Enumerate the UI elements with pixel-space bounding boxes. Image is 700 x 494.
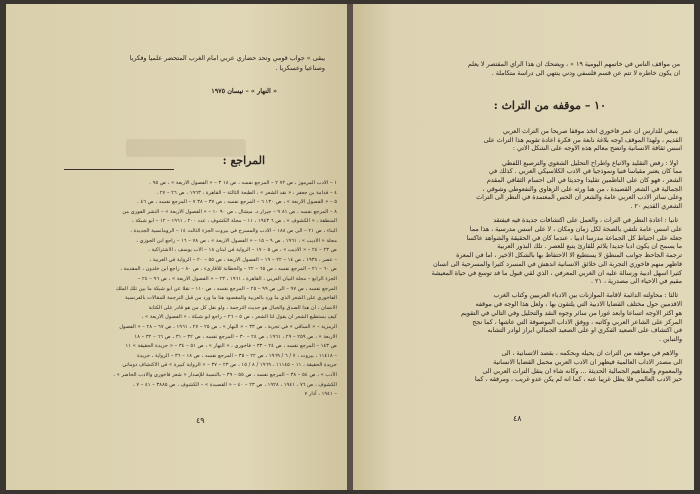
- paragraph-line: هو اكثر الاوجه اتساعا وابعد غورا من سائر وجوه النقد والتحليل وفي التالي في التقويم: [460, 309, 682, 317]
- reference-line: ص ١٤٣ – المرجع نفسه ، ص ٢٤ – ٣٣ – فاخوري ، « النهار » ، ص ٥١ – ٣٤ – « جريدة الحقيقة » ١١: [125, 343, 337, 350]
- page-number: ٤٨: [513, 414, 522, 423]
- paragraph-line: الى مصدر الاداب العالمية فيظهر ان الادب العربي محمل القضايا الانسانية: [493, 358, 682, 366]
- references-title: المراجع :: [222, 154, 265, 167]
- reference-line: الانسان ، ان هذا الصدق والخيال هو حديث الترجمة ، ولو نقل كل من هو قادر على الكتابة: [148, 304, 337, 311]
- reference-line: الكشوف ، ص ٧٦ ، ١٩٤١ ، ١٩٢٨ ، ص ٢٣ – ٤٠ – « القصيدة » – الكشوف ، ص ٣٨٨٥ – ٤١ – ٧ ،: [132, 381, 337, 388]
- paragraph-line: الاقدمين حول مختلف القضايا الادبية التي يلتقون بها ، ولعل هذا الوجه في موقفه: [475, 301, 682, 309]
- top-line: ان يكون خاطره لا تتم عن قسم فلسفي ودني ينتهي الى دراسة متكاملة .: [491, 70, 680, 77]
- paragraph-line: والاهم في موقفه من التراث ان يحيله وبحكمه ، بقصد الاتسانية ، الى: [501, 350, 678, 358]
- reference-line: ٨ – المرجع نفسه ، ص ٨١ ٩ – جيرار د. ميشال ، ص ٩٠ ١٠ – « الفصول الاربعة » – النشر الفوري من: [122, 208, 337, 215]
- paragraph-line: ثانيا : اعادة النظر في التراث ، والعمل على اكتشافات جديدة فيه فيفتقد: [493, 217, 678, 225]
- paragraph-line: الشعر ، فهو كان على الناظمين تقليدا وحديثا في الى احسام الثقافي المقدم: [486, 177, 682, 184]
- reference-line: الأدب » ، ص ٥٤ – ٣٨ – المرجع نفسه ، ص ٥٥ – ٣٩ – بالنسبة للإصدار « شعر فاخوري والادب الحاضر » ،: [113, 372, 337, 378]
- paragraph-line: والتباين .: [659, 335, 682, 343]
- title-underline: [64, 169, 174, 170]
- paragraph-line: حيز الادب العالمي فلا يظل غريبا عنه ، كما انه لم يكن عدو غريب ، ومرفقه ، كما: [474, 376, 682, 384]
- reference-line: الجزء الرابع – مجلة البيان العربي ، القاهرة ، ١٩٦١ ، ٢٣ – « الفصول الاربعة » ، ص ٩٦ – ٢٤ –: [137, 276, 337, 282]
- paragraph-line: وعلى سائر الأدب العربي عامة والشعر ان الحس المعتمدة في النظر الى التراث: [476, 194, 682, 202]
- paragraph-line: مما كان يعتبر مقياسا فنيا ونموذجيا في الادب الكلاسيكي العربي . كذلك في: [488, 168, 682, 176]
- paragraph-line: والمعموم والمفاهيم الجمالية الحديثة ... وكانه شاء ان ينقل التراث العربي الى: [482, 367, 682, 375]
- paragraph-line: جعله على احتياط كل الجماعة مدرسا ادبيا ، عندما كان في الحقيقة والشواهد عاكسا: [466, 234, 682, 242]
- paragraph-line: المركز على الشاعر العربي وكاتبه ، ووفق الآداب الموصوفة التي عاشها ، كما نجح: [472, 318, 682, 326]
- paragraph-line: كثيرا أسهل أدبية ورسالة عليه ان الغربي المعرفي ، الذي لقي قبول ما قد توسع في حياة المعيشة: [431, 269, 682, 277]
- attribution: « النهار » – نيسان ١٩٧٥: [211, 87, 277, 95]
- paragraph-line: مقيم في الاحياء الى مصدرية ، ٢١ .: [591, 278, 682, 286]
- reference-line: المرجع نفسه ، ص ٩٧ – الى ص ٩٩ – ٢٥ – المرجع نفسه ، ص ١١٠ – نقلا عن ابو شبكة ما بين تلك الملك: [115, 285, 337, 292]
- paragraph-line: ينبغي للدارس ان عمر فاخوري اتخذ موقفا صريحا من التراث العربي: [502, 128, 678, 135]
- paragraph-line: الشعري القديم ٢٠ .: [630, 203, 682, 211]
- paragraph-line: أولا : رفض التقليد والاتباع واطراح التحليل الشغوي والترصيع اللفظي: [501, 159, 678, 167]
- intro-line: وصناعيا وعسكريا .: [275, 64, 325, 72]
- reference-line: الاربعة » ، ص ٢٥٩ – ٢٩ ، ١٩٦١ ، ص ٢٤ – ٣٠ – المرجع نفسه ، ص ٣٢ – ٣١ ، ص ٦٦ – ٣٢ – ١٨: [134, 333, 337, 340]
- page-number: ٤٩: [196, 416, 205, 425]
- paragraph-line: الجمالية في الشعر القصيدة ، من هنا ورثه على الزهاوي والنفعوطي وشوقي ،: [482, 185, 682, 193]
- right-page: [353, 4, 694, 490]
- reference-line: ١ – الادب المرموز ، ص ٧٢ ٢ – المرجع نفسه ، ص ١٨ ٣ – « الفصول الاربعة » ، ص ٩٥ .: [149, 180, 337, 186]
- book-spread: [6, 4, 694, 490]
- paragraph-line: ما يسمح ان يكون ادبا جديدا يلائم للقارئ يتبع للعصر . تلك البذور العربية: [497, 243, 682, 251]
- reference-line: مجلة « الاديب » ، ١٩٦١ ، ص ٩ – ١٥ – « الفصول الاربعة » ، ص ٧٨ – ١٦ – راجع ابن الجوزي ،: [136, 237, 337, 244]
- paragraph-line: فاظهر منهم فاخوري التجربة الى خلائق الانسانية اندهش في المسرد كثيرا والمسرحية الى انسان: [432, 260, 682, 268]
- reference-line: كيف يستطيع الشعر ان يقول لنا الشعر ، ص ٥ – ٢٦ – راجع ابو شبكة ، « الفصول الاربعة » ،: [141, 314, 337, 321]
- reference-line: – عصر ، ١٩٣٨ ، ص ١٤ – ٢٢ – ١٩ – الفصول الاربعة ، ص ٥٥ – ٢٠ – الرواية في العربية ،: [149, 256, 337, 263]
- reference-line: ٤ – قدامة بن جعفر ، « نقد الشعر » ، الطبعة الثالثة – القاهرة ، ١٩٦٣ ، ص ٢٦ – ٢٧ .: [156, 189, 337, 196]
- left-page: [6, 4, 347, 490]
- paragraph-line: القديم ، ولهذا الموقف أوجه بلاغة نابعة من فكرة اعادة تقويم هذا التراث على: [483, 136, 682, 144]
- reference-line: المنطقة ، « الكشوف » ، ص ٦ ١٩٤٣ ، ١١ – مجلة الكشوف ، عدد ٢٠٠ ، ١٩٦١ – ١٢ – ابو شبكة ،: [132, 218, 337, 225]
- reference-line: ص ٢٣ – ٢٤ – « الاديب » ، ص ٥ – ١٧ – الرواية في لبنان ١٨ – الاب يوسف ، الاشتراكية .: [148, 247, 337, 254]
- paragraph-line: ترجمة الجاحظ جوانب المنطق لا يستطيع الا الاحتفاظ بها بالشكل الاخير ، اما في المعرة: [456, 252, 682, 260]
- reference-line: ٥ – « الفصول الاربعة » ، ص ١٣٠ ٦ – المرجع نفسه ، ص ٣٧ – ٣٨ ٧ – المرجع نفسه ، ص ٤٦ .: [137, 199, 337, 206]
- reference-line: الرمزية – « الساقي » في تجربة ، ص ٣٣ – « النهار » ، ص ٢٥ – ٢٧ ، ١٩٦١ ، ص ٦٧ – ٢٨ – « الفصول: [119, 324, 337, 330]
- reference-line: الفاخوري على الشعر الذي ما ورد بالعربية والمقصود هنا ما ورد من قبل الترجمة للمقالات بالفرنسية: [125, 295, 337, 302]
- paragraph-line: ثالثا : محاولته الدائمة لاقامة الموازنات بين الادباء العربيين وكتاب الغرب: [493, 292, 678, 300]
- reference-line: جريدة الحقيقة ، ١١ – ١١١٤٥ ، ١٩٦٩ / ٨ / ١٥ ، ص ٢٣ – ٣٧ – « الرواية كبيرة » في الاكتشاف دوماني: [122, 362, 337, 369]
- section-heading: ١٠ – موقفه من التراث :: [493, 99, 606, 112]
- intro-line: يبقى » جواب قومي وتحد حضاري عربي امام الغرب المتحضر علميا وفكريا: [129, 54, 325, 62]
- reference-line: ص ٦٠ – ٢١ – المرجع نفسه ، ص ٦٥ – ٢٢ – والخطابة للاقارىء ، ص ٨٠ – راجع ابن خلدون ، المقدمة ،: [120, 266, 337, 273]
- top-line: من مواقف الناس في خاتمهم اليومية ١٩ » ، ويضحك ان هذا الرأي المقتصر لا يعلم: [467, 61, 680, 68]
- paragraph-line: في اكتشاف على الصعيد الفكري او على الصعيد الجمالي ابراز لوادر التشابه: [487, 327, 682, 335]
- paragraph-line: على اسس عامة تلتقي بالصحة لكل زمان ومكان ، لا على اسس مدرسية ، هذا مما: [469, 226, 682, 233]
- reference-line: – ١١٤١٨ ، بيروت ، ٧ / ٦ / ١٩٦٩ ، ص ٢٢ – ٣٥ – المرجع نفسه ، ص ١٨ – ٣٦ – الرواية ، جريدة: [137, 352, 337, 359]
- reference-line: البناء ، ص ٢١ – الى ص ١٨٨ – الادب والمسرح في بيروت الجزء الثالث ١٤ – الرومانسية الجديدة ،: [130, 228, 337, 234]
- paragraph-line: اسس ثقافة الانسانية واتضح معالم هذه الاوجه على الشكل الآتي :: [512, 145, 682, 153]
- reference-line: – ١٩٤١ ، آذار ٧: [304, 391, 337, 398]
